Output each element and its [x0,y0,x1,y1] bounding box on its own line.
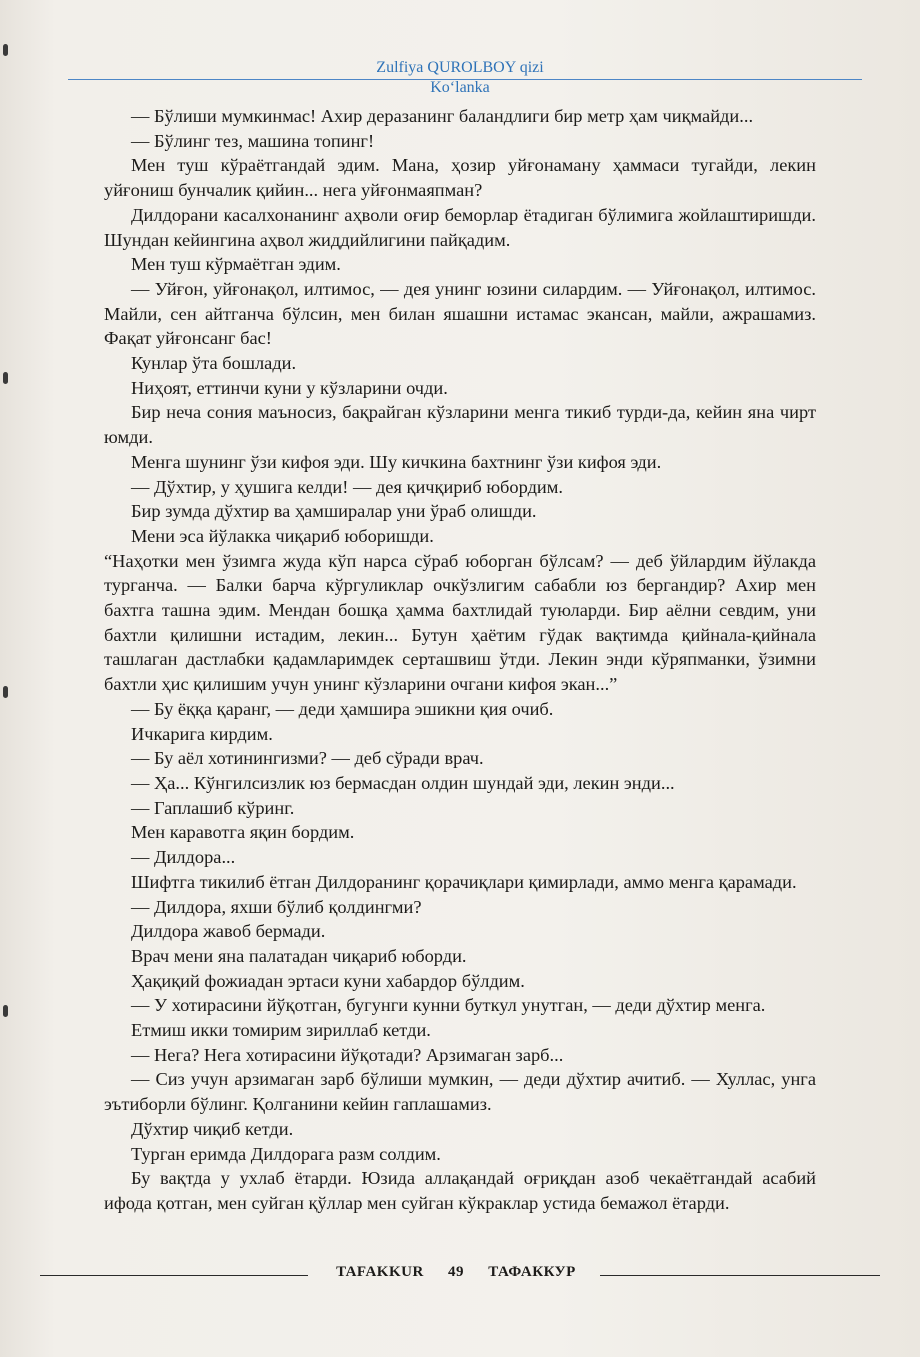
binding-hole [3,1005,8,1017]
paragraph: Менга шунинг ўзи кифоя эди. Шу кичкина бахтнинг ўзи кифоя эди. [131,451,662,472]
paragraph: Ниҳоят, еттинчи куни у кўзларини очди. [131,377,448,398]
paragraph: — Дилдора, яхши бўлиб қолдингми? [131,896,422,917]
paragraph: — Сиз учун арзимаган зарб бўлиши мумкин, — деди дўхтир ачитиб. — Хуллас, унга эътиборли бўлинг. Қолганини кейин гаплашамиз. [104,1069,816,1115]
paragraph: — У хотирасини йўқотган, бугунги кунни буткул унутган, — деди дўхтир менга. [131,995,766,1016]
paragraph: Ичкарига кирдим. [131,723,273,744]
paragraph: — Бўлиши мумкинмас! Ахир деразанинг баландлиги бир метр ҳам чиқмайди... [131,106,754,126]
paragraph: Шифтга тикилиб ётган Дилдоранинг қорачиқлари қимирлади, аммо менга қарамади. [131,871,797,892]
page-footer [40,1264,880,1286]
paragraph: — Дилдора... [131,847,236,868]
paragraph: Ҳақиқий фожиадан эртаси куни хабардор бўлдим. [131,970,525,991]
paragraph: Мен каравотга яқин бордим. [131,822,355,843]
paragraph: — Гаплашиб кўринг. [131,797,295,818]
paragraph: Бу вақтда у ухлаб ётарди. Юзида аллақандай оғриқдан азоб чекаётгандай асабий ифода қотган, мен суйган қўллар мен суйган кўкраклар устида бемажол ётарди. [104,1168,816,1213]
paragraph: Турган еримда Дилдорага разм солдим. [131,1143,441,1164]
paragraph: Бир неча сония маъносиз, бақрайган кўзларини менга тикиб турди-да, кейин яна чирт юмди. [104,402,816,448]
paragraph: — Бу аёл хотинингизми? — деб сўради врач. [131,748,484,769]
paragraph: Етмиш икки томирим зириллаб кетди. [131,1020,431,1041]
running-head-author: Zulfiya QUROLBOY qizi [376,59,544,76]
binding-hole [3,686,8,698]
paragraph: — Дўхтир, у ҳушига келди! — дея қичқириб юбордим. [131,476,563,497]
running-head [40,58,880,98]
paragraph: Мен туш кўрмаётган эдим. [131,254,341,275]
page-number: 49 [448,1264,465,1280]
paragraph: — Уйғон, уйғонақол, илтимос, — дея унинг юзини силардим. — Уйғонақол, илтимос. Майли, сен айтганча бўлсин, мен билан яшашни истамас экансан, майли, ажрашамиз. Фақат уйғонсанг бас! [104,278,816,349]
paragraph: Дилдора жавоб бермади. [131,921,326,942]
running-head-title: Ko‘lanka [430,79,490,96]
paragraph: — Нега? Нега хотирасини йўқотади? Арзимаган зарб... [131,1044,564,1065]
paragraph: Мен туш кўраётгандай эдим. Мана, ҳозир уйғонаману ҳаммаси тугайди, лекин уйғониш бунчалик қийин... нега уйғонмаяпман? [104,155,816,201]
footer-journal-latin: TAFAKKUR [336,1264,424,1280]
footer-rule-right [600,1275,880,1276]
paragraph: “Наҳотки мен ўзимга жуда кўп нарса сўраб юборган бўлсам? — деб ўйлардим йўлакда турганча. — Балки барча кўргуликлар очкўзлигим сабабли юз бергандир? Ахир мен бахтга ташна эдим. Мендан бошқа ҳамма бахтлидай туюларди. Бир аёлни севдим, уни бахтли қилишни истадим, лекин... Бутун ҳаётим гўдак вақтимда қийнала-қийнала ташлаган дастлабки қадамларимдек серташвиш ўтди. Лекин энди кўряпманки, ўзимни бахтли ҳис қилишим учун унинг кўзларини очгани кифоя экан...” [104,550,816,695]
binding-hole [3,372,8,384]
paragraph: — Бу ёққа қаранг, — деди ҳамшира эшикни қия очиб. [131,698,554,719]
paragraph: Бир зумда дўхтир ва ҳамширалар уни ўраб олишди. [131,501,537,522]
binding-hole [3,44,8,56]
paragraph: Мени эса йўлакка чиқариб юборишди. [131,525,434,546]
footer-text [316,1264,596,1281]
paragraph: Дўхтир чиқиб кетди. [131,1118,294,1139]
article-body [104,104,816,1216]
paragraph: Дилдорани касалхонанинг аҳволи оғир беморлар ётадиган бўлимига жойлаштиришди. Шундан кейингина аҳвол жиддийлигини пайқадим. [104,204,816,250]
footer-rule-left [40,1275,308,1276]
header-rule [68,79,862,80]
paragraph: — Бўлинг тез, машина топинг! [131,130,375,151]
paragraph: Кунлар ўта бошлади. [131,353,297,374]
footer-journal-cyrillic: ТАФАККУР [488,1264,576,1280]
paragraph: Врач мени яна палатадан чиқариб юборди. [131,945,467,966]
paragraph: — Ҳа... Кўнгилсизлик юз бермасдан олдин шундай эди, лекин энди... [131,772,675,793]
